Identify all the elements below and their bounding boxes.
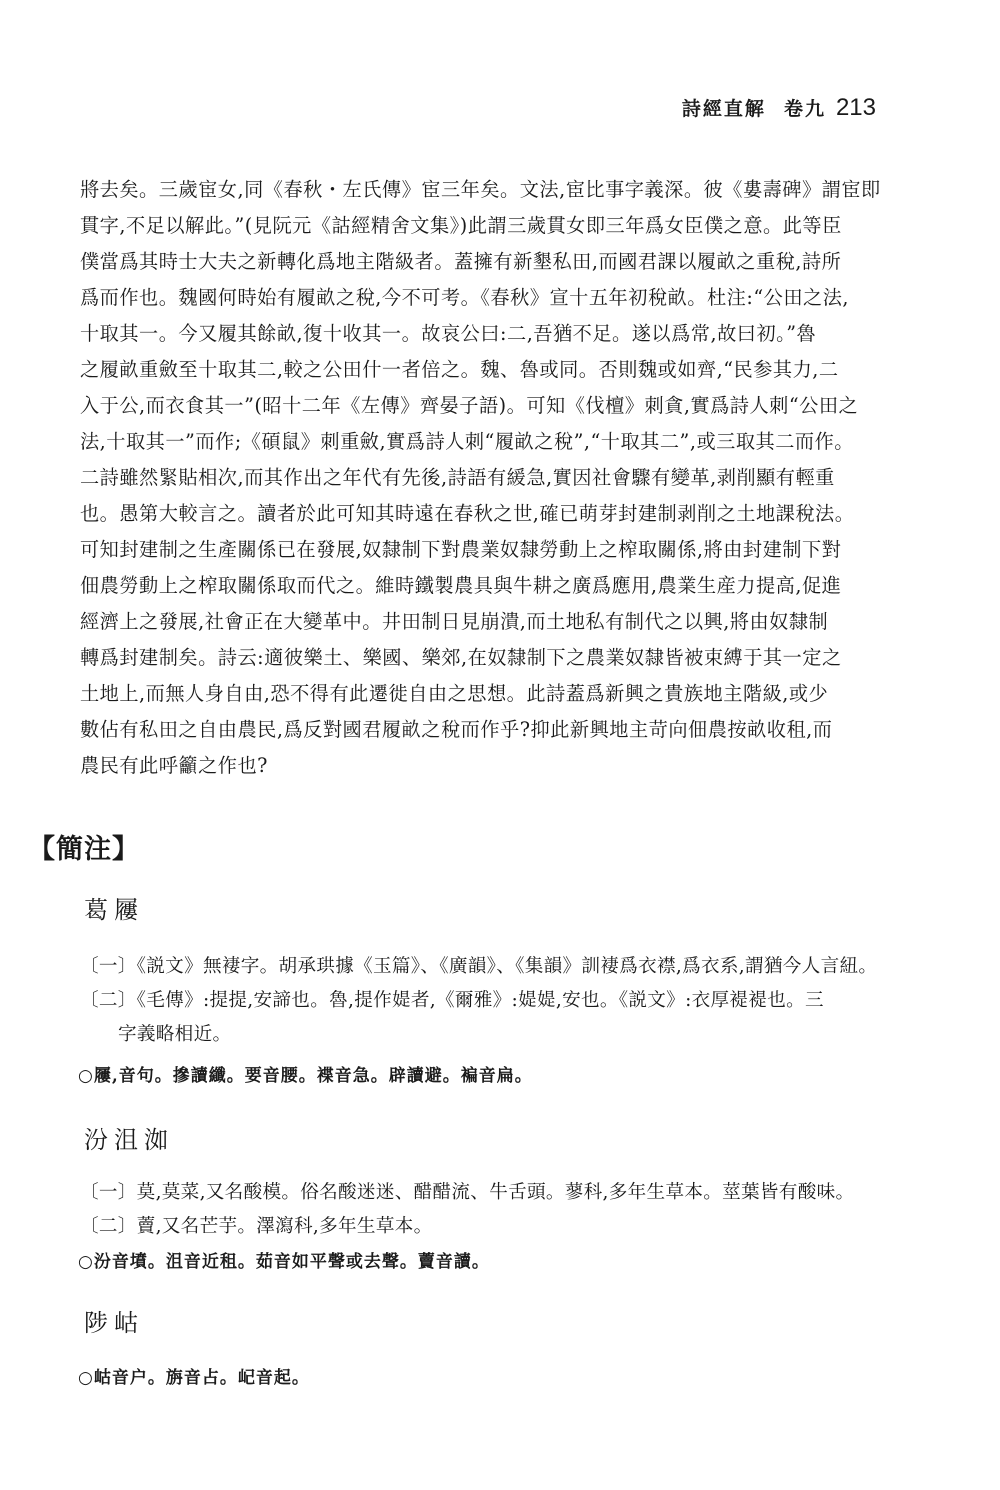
text-line: 土地上,而無人身自由,恐不得有此遷徙自由之思想。此詩蓋爲新興之貴族地主階級,或少 xyxy=(80,682,829,705)
pronunciation-line: ○屨,音句。摻讀纖。要音腰。褋音急。辟讀避。褊音扁。 xyxy=(78,1066,533,1086)
text-line: 轉爲封建制矣。詩云:適彼樂土、樂國、樂郊,在奴隸制下之農業奴隸皆被束縛于其一定之 xyxy=(80,646,842,669)
text-line: 爲而作也。魏國何時始有履畝之稅,今不可考。《春秋》宣十五年初稅畝。杜注:“公田之法, xyxy=(80,286,849,309)
text-line: 十取其一。今又履其餘畝,復十收其一。故哀公曰:二,吾猶不足。遂以爲常,故曰初。”魯 xyxy=(80,322,817,345)
poem-title: 陟岵 xyxy=(84,1309,144,1337)
note-line: 〔二〕《毛傳》:提提,安諦也。魯,提作媞者,《爾雅》:媞媞,安也。《説文》:衣厚褆褆也。三 xyxy=(80,990,824,1011)
poem-title: 葛屨 xyxy=(84,896,144,924)
text-line: 將去矣。三歲宦女,同《春秋・左氏傳》宦三年矣。文法,宦比事字義深。彼《婁壽碑》謂宦即 xyxy=(80,178,881,201)
note-line: 〔一〕莫,莫菜,又名酸模。俗名酸迷迷、醋醋流、牛舌頭。蓼科,多年生草本。莖葉皆有酸味。 xyxy=(80,1182,855,1203)
volume-label: 卷九 xyxy=(783,98,826,120)
book-title: 詩經直解 xyxy=(681,98,766,120)
text-line: 之履畝重斂至十取其二,較之公田什一者倍之。魏、魯或同。否則魏或如齊,“民参其力,二 xyxy=(80,358,839,381)
text-line: 數佔有私田之自由農民,爲反對國君履畝之稅而作乎?抑此新興地主苛向佃農按畝收租,而 xyxy=(80,718,833,741)
text-line: 農民有此呼籲之作也? xyxy=(80,754,268,777)
pronunciation-line: ○汾音墳。沮音近租。茹音如平聲或去聲。藚音讀。 xyxy=(78,1252,490,1272)
note-line: 〔一〕《説文》無褄字。胡承珙據《玉篇》、《廣韻》、《集韻》訓褄爲衣襟,爲衣系,謂猶今人言紐。 xyxy=(80,956,878,977)
page-number: 213 xyxy=(835,94,876,121)
commentary-body xyxy=(80,172,888,784)
note-line: 字義略相近。 xyxy=(118,1024,232,1045)
section-heading: 【簡注】 xyxy=(28,834,140,865)
text-line: 入于公,而衣食其一”(昭十二年《左傳》齊晏子語)。可知《伐檀》刺貪,實爲詩人刺“公田之 xyxy=(80,394,859,417)
text-line: 佃農勞動上之榨取關係取而代之。維時鐵製農具與牛耕之廣爲應用,農業生産力提高,促進 xyxy=(80,574,842,597)
text-line: 法,十取其一”而作;《碩鼠》刺重斂,實爲詩人刺“履畝之稅”,“十取其二”,或三取其二而作。 xyxy=(80,430,854,453)
running-header xyxy=(682,94,876,122)
text-line: 經濟上之發展,社會正在大變革中。井田制日見崩潰,而土地私有制代之以興,將由奴隸制 xyxy=(80,610,829,633)
pronunciation-line: ○岵音户。旃音占。屺音起。 xyxy=(78,1368,310,1388)
note-line: 〔二〕藚,又名芒芋。澤瀉科,多年生草本。 xyxy=(80,1216,433,1237)
text-line: 也。愚第大較言之。讀者於此可知其時遠在春秋之世,確已萌芽封建制剥削之土地課稅法。 xyxy=(80,502,855,525)
text-line: 貫字,不足以解此。”(見阮元《詁經精舍文集》)此謂三歲貫女即三年爲女臣僕之意。此等臣 xyxy=(80,214,842,237)
text-line: 可知封建制之生產關係已在發展,奴隸制下對農業奴隸勞動上之榨取關係,將由封建制下對 xyxy=(80,538,842,561)
poem-title: 汾沮洳 xyxy=(84,1126,174,1154)
text-line: 僕當爲其時士大夫之新轉化爲地主階級者。蓋擁有新墾私田,而國君課以履畝之重稅,詩所 xyxy=(80,250,842,273)
text-line: 二詩雖然緊貼相次,而其作出之年代有先後,詩語有緩急,實因社會驟有變革,剥削顯有輕重 xyxy=(80,466,835,489)
